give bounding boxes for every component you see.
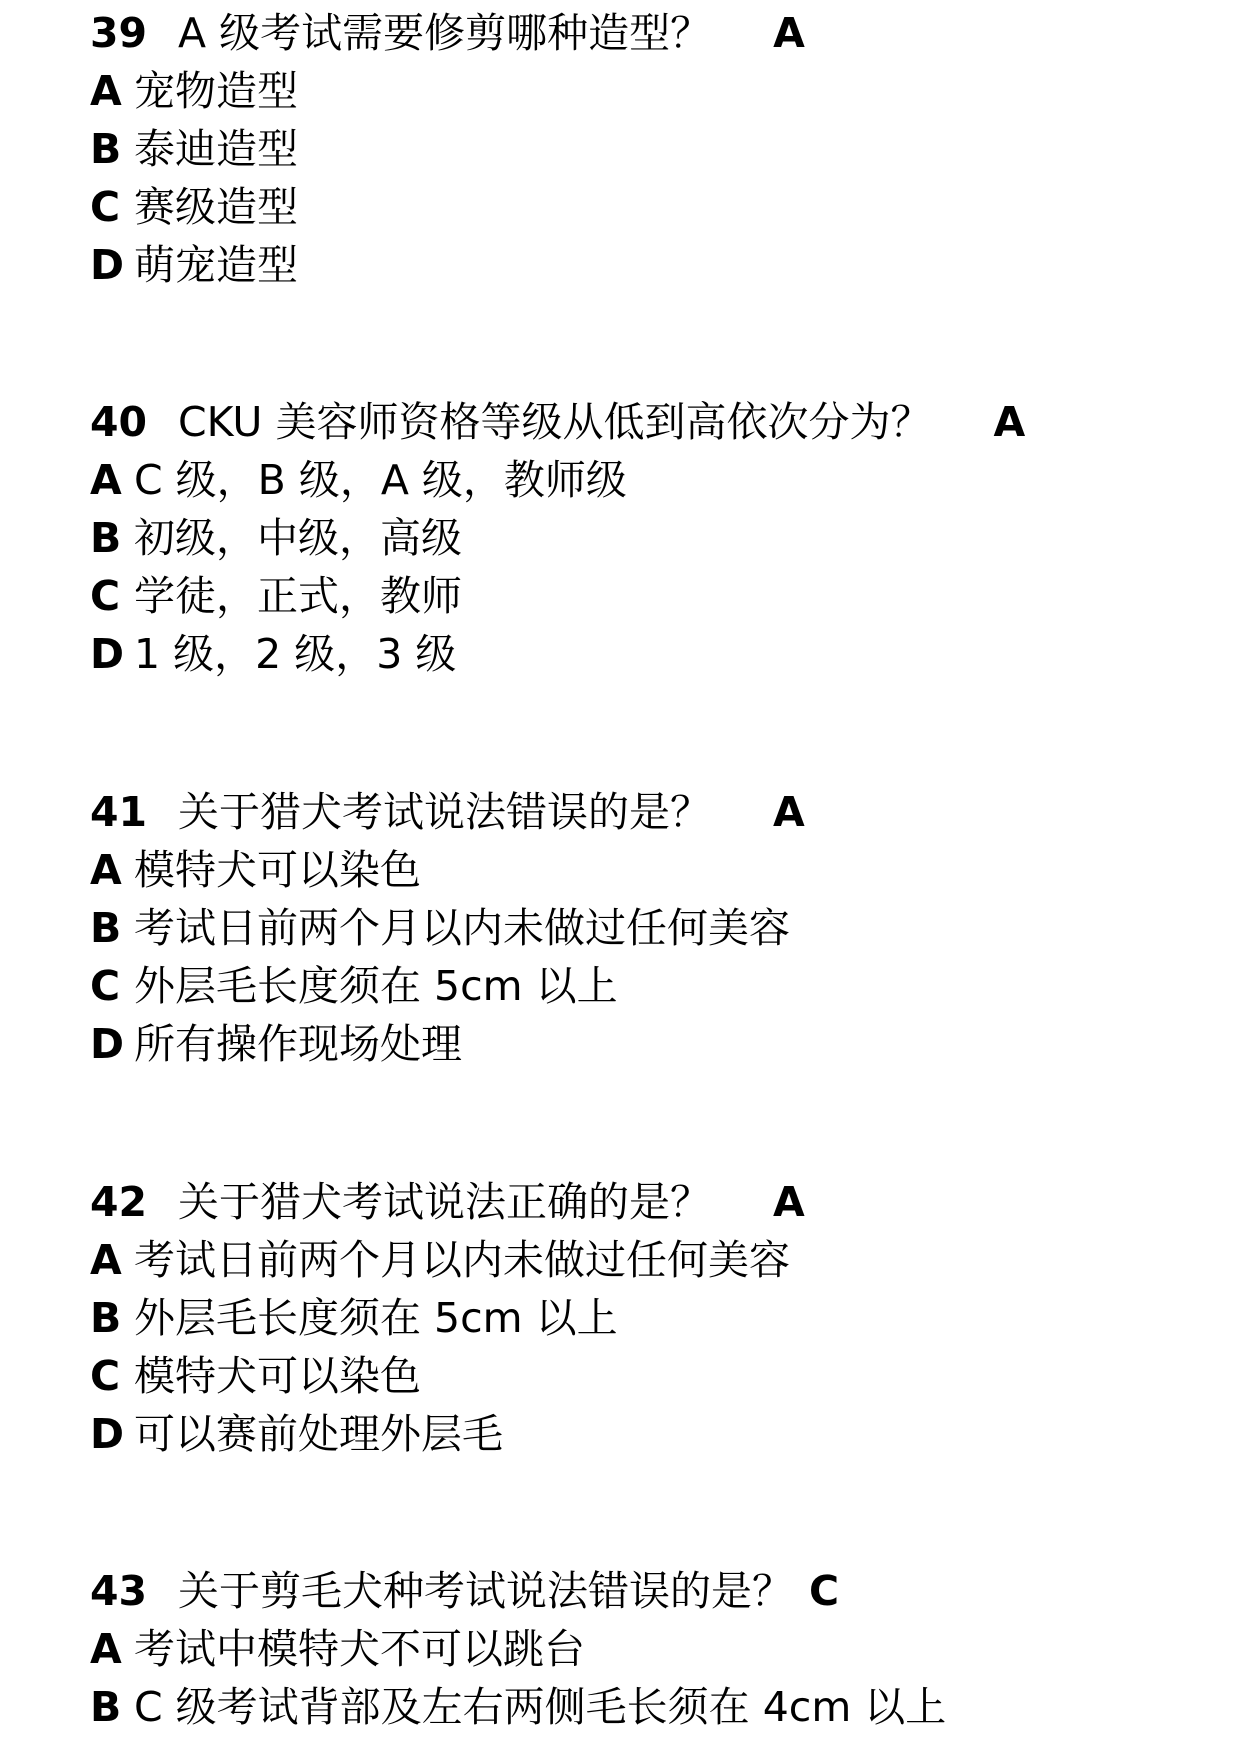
option-line: [90, 235, 298, 295]
answer-key: A: [993, 398, 1026, 446]
question-number: 40: [90, 398, 148, 446]
option-text: 1 级，2 级，3 级: [134, 630, 457, 678]
option-line: [90, 840, 421, 900]
option-line: [90, 1619, 585, 1679]
question-42-line: [90, 1172, 805, 1232]
option-text: 考试日前两个月以内未做过任何美容: [134, 904, 790, 952]
option-letter: A: [90, 67, 122, 115]
option-letter: C: [90, 183, 121, 231]
option-letter: B: [90, 1294, 122, 1342]
option-letter: B: [90, 514, 122, 562]
question-text: 关于猎犬考试说法错误的是？: [178, 788, 711, 836]
option-letter: D: [90, 630, 125, 678]
option-letter: C: [90, 962, 121, 1010]
option-text: 学徒，正式，教师: [134, 572, 462, 620]
option-text: 模特犬可以染色: [134, 846, 421, 894]
option-letter: D: [90, 1020, 125, 1068]
answer-key: A: [773, 788, 805, 836]
question-43-line: [90, 1561, 839, 1621]
option-text: C 级，B 级，A 级，教师级: [134, 456, 627, 504]
option-letter: A: [90, 1236, 122, 1284]
question-number: 39: [90, 9, 148, 57]
option-text: 外层毛长度须在 5cm 以上: [134, 962, 618, 1010]
option-letter: B: [90, 904, 122, 952]
question-number: 43: [90, 1567, 148, 1615]
option-text: 可以赛前处理外层毛: [134, 1410, 503, 1458]
option-letter: A: [90, 846, 122, 894]
option-line: [90, 624, 456, 684]
option-line: [90, 1288, 618, 1348]
question-text: A 级考试需要修剪哪种造型？: [178, 9, 712, 57]
question-number: 42: [90, 1178, 148, 1226]
option-letter: B: [90, 1683, 122, 1731]
option-line: [90, 566, 462, 626]
answer-key: A: [773, 9, 805, 57]
option-letter: D: [90, 1410, 125, 1458]
option-text: 赛级造型: [134, 183, 298, 231]
question-text: 关于剪毛犬种考试说法错误的是？: [178, 1567, 793, 1615]
answer-key: C: [809, 1567, 840, 1615]
option-line: [90, 1014, 462, 1074]
question-39-line: [90, 3, 805, 63]
option-text: 考试中模特犬不可以跳台: [134, 1625, 585, 1673]
question-text: 关于猎犬考试说法正确的是？: [178, 1178, 711, 1226]
option-text: 所有操作现场处理: [134, 1020, 462, 1068]
question-40-line: [90, 392, 1025, 452]
option-text: 外层毛长度须在 5cm 以上: [134, 1294, 618, 1342]
option-text: 考试日前两个月以内未做过任何美容: [134, 1236, 790, 1284]
option-text: 模特犬可以染色: [134, 1352, 421, 1400]
option-letter: D: [90, 241, 125, 289]
question-41-line: [90, 782, 805, 842]
option-line: [90, 1677, 946, 1737]
option-line: [90, 61, 298, 121]
option-letter: B: [90, 125, 122, 173]
option-line: [90, 956, 618, 1016]
option-line: [90, 1346, 421, 1406]
option-line: [90, 450, 627, 510]
option-letter: C: [90, 572, 121, 620]
option-line: [90, 177, 298, 237]
answer-key: A: [773, 1178, 805, 1226]
option-text: 泰迪造型: [134, 125, 298, 173]
question-number: 41: [90, 788, 148, 836]
option-line: [90, 1404, 503, 1464]
option-text: 萌宠造型: [134, 241, 298, 289]
option-line: [90, 508, 462, 568]
option-letter: A: [90, 1625, 122, 1673]
option-text: 初级，中级，高级: [134, 514, 462, 562]
option-line: [90, 898, 790, 958]
option-line: [90, 119, 298, 179]
option-line: [90, 1230, 790, 1290]
question-text: CKU 美容师资格等级从低到高依次分为？: [178, 398, 932, 446]
option-letter: A: [90, 456, 122, 504]
option-text: C 级考试背部及左右两侧毛长须在 4cm 以上: [134, 1683, 947, 1731]
option-letter: C: [90, 1352, 121, 1400]
option-text: 宠物造型: [134, 67, 298, 115]
